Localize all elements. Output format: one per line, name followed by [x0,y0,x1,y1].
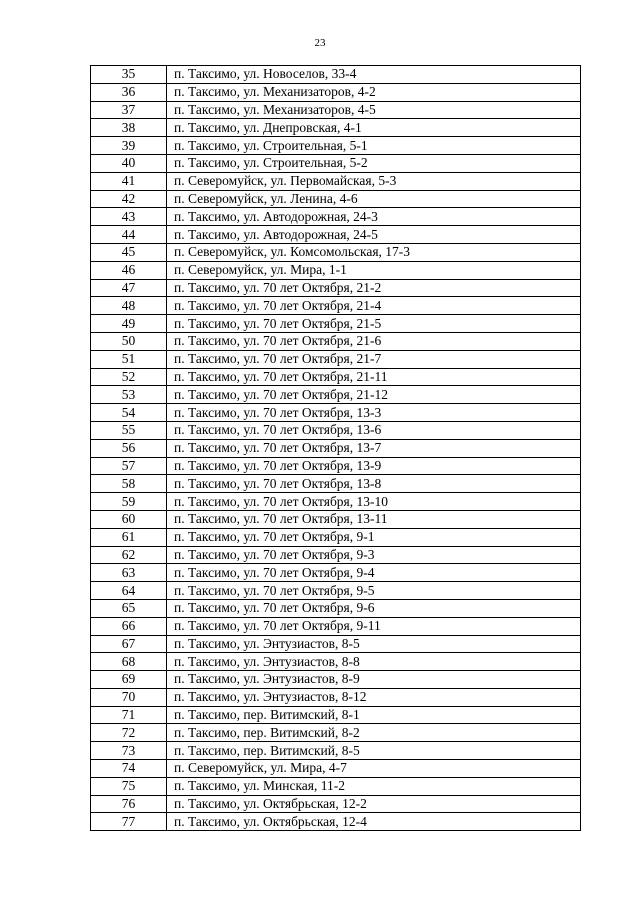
row-number-cell: 48 [91,297,167,315]
row-number-cell: 45 [91,243,167,261]
row-number-cell: 72 [91,724,167,742]
address-cell: п. Таксимо, ул. 70 лет Октября, 13-6 [167,421,581,439]
table-row [91,546,581,564]
address-cell: п. Таксимо, ул. 70 лет Октября, 9-6 [167,599,581,617]
address-cell: п. Таксимо, ул. Минская, 11-2 [167,777,581,795]
address-cell: п. Таксимо, ул. 70 лет Октября, 13-3 [167,404,581,422]
table-row [91,243,581,261]
table-row [91,528,581,546]
table-row [91,350,581,368]
row-number-cell: 37 [91,101,167,119]
table-row [91,421,581,439]
row-number-cell: 60 [91,510,167,528]
table-row [91,599,581,617]
table-row [91,261,581,279]
address-cell: п. Таксимо, ул. Механизаторов, 4-5 [167,101,581,119]
address-cell: п. Таксимо, ул. 70 лет Октября, 9-5 [167,582,581,600]
table-row [91,617,581,635]
row-number-cell: 50 [91,332,167,350]
row-number-cell: 54 [91,404,167,422]
address-table [90,65,581,831]
address-cell: п. Таксимо, ул. 70 лет Октября, 21-12 [167,386,581,404]
row-number-cell: 55 [91,421,167,439]
row-number-cell: 46 [91,261,167,279]
table-row [91,66,581,84]
table-row [91,582,581,600]
row-number-cell: 59 [91,493,167,511]
address-cell: п. Таксимо, ул. 70 лет Октября, 21-6 [167,332,581,350]
row-number-cell: 43 [91,208,167,226]
table-row [91,493,581,511]
address-cell: п. Таксимо, ул. Энтузиастов, 8-5 [167,635,581,653]
row-number-cell: 52 [91,368,167,386]
address-cell: п. Таксимо, ул. Механизаторов, 4-2 [167,83,581,101]
table-row [91,119,581,137]
address-cell: п. Таксимо, ул. 70 лет Октября, 13-10 [167,493,581,511]
address-cell: п. Таксимо, ул. 70 лет Октября, 21-11 [167,368,581,386]
address-cell: п. Таксимо, пер. Витимский, 8-2 [167,724,581,742]
table-row [91,386,581,404]
table-row [91,564,581,582]
address-cell: п. Таксимо, пер. Витимский, 8-5 [167,742,581,760]
table-row [91,635,581,653]
row-number-cell: 76 [91,795,167,813]
row-number-cell: 77 [91,813,167,831]
table-row [91,315,581,333]
row-number-cell: 63 [91,564,167,582]
address-cell: п. Таксимо, ул. 70 лет Октября, 9-1 [167,528,581,546]
row-number-cell: 42 [91,190,167,208]
row-number-cell: 40 [91,154,167,172]
table-row [91,706,581,724]
table-row [91,777,581,795]
row-number-cell: 56 [91,439,167,457]
table-row [91,688,581,706]
row-number-cell: 44 [91,226,167,244]
address-cell: п. Таксимо, ул. 70 лет Октября, 9-3 [167,546,581,564]
table-row [91,475,581,493]
address-cell: п. Таксимо, ул. 70 лет Октября, 9-11 [167,617,581,635]
address-cell: п. Таксимо, ул. 70 лет Октября, 21-5 [167,315,581,333]
address-cell: п. Таксимо, ул. Энтузиастов, 8-9 [167,671,581,689]
row-number-cell: 47 [91,279,167,297]
address-cell: п. Таксимо, ул. Новоселов, 33-4 [167,66,581,84]
table-row [91,172,581,190]
row-number-cell: 41 [91,172,167,190]
table-row [91,795,581,813]
row-number-cell: 75 [91,777,167,795]
row-number-cell: 69 [91,671,167,689]
row-number-cell: 35 [91,66,167,84]
table-row [91,457,581,475]
address-cell: п. Таксимо, ул. 70 лет Октября, 21-4 [167,297,581,315]
address-cell: п. Таксимо, ул. Энтузиастов, 8-8 [167,653,581,671]
address-cell: п. Таксимо, пер. Витимский, 8-1 [167,706,581,724]
row-number-cell: 65 [91,599,167,617]
row-number-cell: 61 [91,528,167,546]
address-cell: п. Таксимо, ул. 70 лет Октября, 13-8 [167,475,581,493]
row-number-cell: 53 [91,386,167,404]
address-cell: п. Северомуйск, ул. Первомайская, 5-3 [167,172,581,190]
table-row [91,510,581,528]
table-row [91,368,581,386]
row-number-cell: 71 [91,706,167,724]
table-row [91,439,581,457]
row-number-cell: 51 [91,350,167,368]
table-row [91,671,581,689]
address-cell: п. Таксимо, ул. 70 лет Октября, 21-7 [167,350,581,368]
address-cell: п. Северомуйск, ул. Комсомольская, 17-3 [167,243,581,261]
address-cell: п. Северомуйск, ул. Ленина, 4-6 [167,190,581,208]
address-cell: п. Таксимо, ул. Днепровская, 4-1 [167,119,581,137]
table-row [91,724,581,742]
row-number-cell: 62 [91,546,167,564]
row-number-cell: 67 [91,635,167,653]
table-row [91,297,581,315]
row-number-cell: 36 [91,83,167,101]
table-row [91,742,581,760]
row-number-cell: 68 [91,653,167,671]
address-cell: п. Таксимо, ул. Автодорожная, 24-5 [167,226,581,244]
row-number-cell: 49 [91,315,167,333]
table-row [91,101,581,119]
address-cell: п. Северомуйск, ул. Мира, 4-7 [167,760,581,778]
address-cell: п. Таксимо, ул. 70 лет Октября, 13-11 [167,510,581,528]
address-cell: п. Таксимо, ул. Октябрьская, 12-2 [167,795,581,813]
row-number-cell: 73 [91,742,167,760]
address-cell: п. Таксимо, ул. Энтузиастов, 8-12 [167,688,581,706]
address-cell: п. Таксимо, ул. 70 лет Октября, 13-7 [167,439,581,457]
address-cell: п. Таксимо, ул. Строительная, 5-2 [167,154,581,172]
table-row [91,332,581,350]
address-table-body [91,66,581,831]
table-row [91,760,581,778]
row-number-cell: 74 [91,760,167,778]
address-cell: п. Таксимо, ул. Октябрьская, 12-4 [167,813,581,831]
table-row [91,137,581,155]
row-number-cell: 57 [91,457,167,475]
row-number-cell: 64 [91,582,167,600]
address-cell: п. Таксимо, ул. Строительная, 5-1 [167,137,581,155]
table-row [91,813,581,831]
address-cell: п. Северомуйск, ул. Мира, 1-1 [167,261,581,279]
address-cell: п. Таксимо, ул. 70 лет Октября, 13-9 [167,457,581,475]
row-number-cell: 38 [91,119,167,137]
address-cell: п. Таксимо, ул. Автодорожная, 24-3 [167,208,581,226]
address-cell: п. Таксимо, ул. 70 лет Октября, 21-2 [167,279,581,297]
table-row [91,83,581,101]
row-number-cell: 70 [91,688,167,706]
table-row [91,154,581,172]
table-row [91,226,581,244]
table-row [91,208,581,226]
row-number-cell: 39 [91,137,167,155]
table-row [91,279,581,297]
page-number: 23 [314,37,326,49]
table-row [91,653,581,671]
address-cell: п. Таксимо, ул. 70 лет Октября, 9-4 [167,564,581,582]
row-number-cell: 58 [91,475,167,493]
row-number-cell: 66 [91,617,167,635]
table-row [91,404,581,422]
table-row [91,190,581,208]
